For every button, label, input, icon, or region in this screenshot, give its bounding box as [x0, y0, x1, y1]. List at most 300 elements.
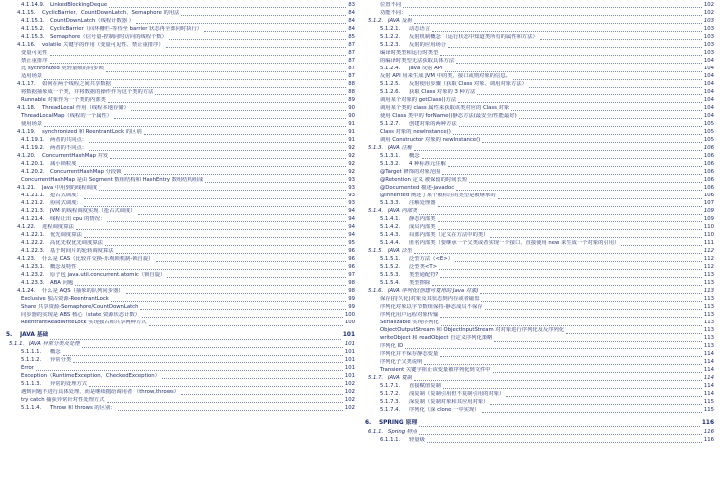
toc-page-number: 106	[703, 176, 714, 183]
toc-entry-number: 5.1.1.4.	[21, 404, 42, 411]
toc-leader-dots	[156, 261, 347, 262]
toc-column-right	[365, 2, 714, 495]
toc-entry[interactable]	[365, 34, 714, 42]
toc-leader-dots	[506, 396, 702, 397]
toc-entry-title: Exception（RuntimeException、CheckedException）	[21, 373, 160, 380]
toc-entry[interactable]	[365, 208, 714, 216]
toc-leader-dots	[99, 190, 346, 191]
toc-entry-number: 5.1.2.4.	[380, 65, 401, 72]
toc-entry[interactable]	[6, 97, 355, 105]
toc-page-number: 116	[703, 428, 714, 435]
toc-leader-dots	[181, 15, 346, 16]
toc-leader-dots	[126, 293, 347, 294]
toc-entry[interactable]	[365, 26, 714, 34]
toc-entry-number: 5.1.5.2.	[380, 263, 401, 270]
toc-leader-dots	[440, 317, 702, 318]
toc-entry[interactable]	[365, 42, 714, 50]
toc-entry[interactable]	[6, 216, 355, 224]
toc-entry[interactable]	[365, 224, 714, 232]
toc-entry[interactable]	[6, 200, 355, 208]
toc-entry[interactable]	[365, 81, 714, 89]
toc-page-number: 91	[348, 121, 355, 128]
toc-leader-dots	[84, 198, 346, 199]
toc-leader-dots	[181, 394, 343, 395]
toc-page-number: 116	[703, 436, 714, 443]
toc-entry-title: JAVA 基础	[20, 332, 49, 339]
toc-entry-title: JAVA 序列化(创建可复用的 Java 对象)	[388, 287, 479, 294]
toc-page-number: 112	[703, 248, 714, 255]
toc-page-number: 113	[703, 311, 714, 318]
toc-page-number: 105	[703, 129, 714, 135]
toc-leader-dots	[106, 71, 347, 72]
toc-entry[interactable]	[6, 405, 355, 413]
toc-entry-title: JAVA 泛型	[388, 248, 413, 255]
toc-entry-title: 位置不同	[380, 2, 402, 8]
toc-page-number: 103	[703, 25, 714, 32]
toc-entry-title: Java 反射 API	[409, 65, 443, 72]
toc-page-number: 104	[703, 105, 714, 112]
toc-page-number: 112	[703, 263, 714, 270]
toc-page-number: 101	[344, 349, 355, 356]
toc-entry-title: ConcurrentHashMap 分段锁	[50, 168, 122, 175]
toc-entry[interactable]	[6, 113, 355, 121]
toc-page-number: 84	[348, 25, 355, 32]
toc-entry[interactable]	[6, 145, 355, 153]
toc-entry[interactable]	[6, 208, 355, 216]
toc-entry[interactable]	[365, 73, 714, 81]
toc-entry[interactable]	[6, 50, 355, 58]
toc-page-number: 102	[703, 2, 714, 8]
toc-entry[interactable]	[365, 121, 714, 129]
toc-entry[interactable]	[365, 399, 714, 407]
toc-entry[interactable]	[6, 193, 355, 201]
toc-entry-title: 高优先权优先调度算法	[50, 240, 103, 247]
toc-leader-dots	[440, 356, 702, 357]
toc-entry-title: 协同式调度：	[50, 200, 82, 207]
toc-entry-number: 4.1.19.1.	[21, 136, 45, 143]
toc-entry[interactable]	[365, 351, 714, 359]
toc-page-number: 113	[703, 303, 714, 310]
toc-entry[interactable]	[365, 145, 714, 153]
toc-entry[interactable]	[6, 330, 355, 341]
toc-entry-title: 创建对象的两种方法	[409, 121, 457, 128]
toc-page-number: 110	[703, 232, 714, 239]
toc-page-number: 90	[348, 105, 355, 112]
toc-leader-dots	[485, 309, 702, 310]
toc-page-number: 103	[703, 33, 714, 40]
toc-entry[interactable]	[6, 397, 355, 405]
toc-leader-dots	[63, 355, 343, 356]
toc-entry[interactable]	[365, 304, 714, 312]
toc-entry[interactable]	[365, 97, 714, 105]
toc-entry[interactable]	[365, 50, 714, 58]
toc-entry[interactable]	[365, 343, 714, 351]
toc-entry[interactable]	[6, 312, 355, 320]
toc-leader-dots	[409, 15, 702, 16]
toc-leader-dots	[73, 362, 343, 363]
toc-entry[interactable]	[6, 89, 355, 97]
toc-page-number: 92	[348, 152, 355, 159]
toc-entry[interactable]	[365, 312, 714, 320]
toc-leader-dots	[113, 87, 346, 88]
toc-page-number: 105	[703, 136, 714, 143]
toc-entry[interactable]	[6, 169, 355, 177]
toc-entry-title: 概念及特性	[50, 263, 77, 270]
toc-entry[interactable]	[6, 256, 355, 264]
toc-entry[interactable]	[365, 280, 714, 288]
toc-entry-title: @Documented 描述-javadoc	[380, 184, 455, 191]
toc-entry[interactable]	[6, 18, 355, 26]
toc-entry-title: 使用 Class 类中的 forName()静态方法(最安全/性能最好)	[380, 113, 517, 120]
toc-entry[interactable]	[6, 320, 355, 328]
toc-entry[interactable]	[365, 264, 714, 272]
toc-entry-title: 调用 Constructor 对象的 newInstance()	[380, 136, 481, 143]
toc-entry-title: 匿名内部类（要继承一个父类或者实现一个接口、直接使用 new 来生成一个对象的引用）	[409, 240, 620, 247]
toc-entry-title: 获取 Class 对象的 3 种方法	[409, 89, 476, 96]
toc-entry-title: 序列化用户远程对象传输	[380, 311, 439, 318]
toc-entry[interactable]	[6, 357, 355, 365]
toc-entry[interactable]	[365, 161, 714, 169]
toc-page-number: 91	[348, 129, 355, 135]
toc-page-number: 104	[703, 65, 714, 72]
toc-leader-dots	[621, 245, 702, 246]
toc-entry[interactable]	[6, 66, 355, 74]
toc-entry[interactable]	[6, 232, 355, 240]
toc-leader-dots	[448, 47, 702, 48]
toc-leader-dots	[494, 341, 701, 342]
toc-entry[interactable]	[6, 341, 355, 349]
toc-leader-dots	[149, 325, 343, 326]
toc-leader-dots	[519, 118, 702, 119]
toc-leader-dots	[136, 23, 346, 24]
toc-entry[interactable]	[365, 248, 714, 256]
toc-page-number: 101	[344, 341, 355, 348]
toc-entry-title: Class 对象的 newInstance()	[380, 129, 451, 135]
toc-entry[interactable]	[6, 272, 355, 280]
toc-leader-dots	[445, 71, 702, 72]
toc-page-number: 104	[703, 73, 714, 80]
toc-entry[interactable]	[6, 280, 355, 288]
toc-entry[interactable]	[365, 18, 714, 26]
toc-page-number: 113	[703, 295, 714, 302]
toc-leader-dots	[439, 269, 702, 270]
toc-entry-number: 4.1.21.1.	[21, 192, 45, 199]
toc-entry-title: JAVA 复制	[388, 375, 413, 382]
toc-leader-dots	[440, 55, 702, 56]
toc-entry-title: 如何在两个线程之间共享数据	[42, 81, 111, 88]
toc-page-number: 94	[348, 224, 355, 231]
toc-entry-title: 比 sychronized 更轻量级的同步锁	[21, 65, 104, 72]
toc-page-number: 101	[344, 365, 355, 372]
toc-leader-dots	[205, 182, 346, 183]
toc-entry[interactable]	[365, 200, 714, 208]
toc-page-number: 94	[348, 216, 355, 223]
toc-entry[interactable]	[365, 10, 714, 18]
toc-entry-number: 4.1.15.1.	[21, 17, 45, 24]
toc-page-number: 103	[703, 49, 714, 56]
toc-page-number: 100	[344, 319, 355, 326]
toc-entry-number: 4.1.21.3.	[21, 208, 45, 215]
toc-page-number: 93	[348, 200, 355, 207]
toc-entry-number: 6.1.1.1.	[380, 436, 401, 443]
toc-entry-title: JVM 的线程调度实现（抢占式调度）	[50, 208, 136, 215]
toc-entry[interactable]	[365, 185, 714, 193]
toc-entry-title: ABA 问题	[50, 279, 74, 286]
toc-entry[interactable]	[6, 248, 355, 256]
toc-entry[interactable]	[6, 26, 355, 34]
toc-leader-dots	[155, 94, 346, 95]
toc-entry-number: 6.	[365, 419, 372, 426]
toc-entry[interactable]	[365, 335, 714, 343]
toc-entry-number: 5.1.4.1.	[380, 216, 401, 223]
toc-leader-dots	[166, 47, 347, 48]
toc-leader-dots	[424, 364, 701, 365]
toc-entry[interactable]	[6, 373, 355, 381]
toc-entry-title: 4 种标准元注解	[409, 160, 446, 167]
toc-leader-dots	[456, 63, 702, 64]
toc-leader-dots	[89, 386, 343, 387]
toc-entry[interactable]	[365, 89, 714, 97]
toc-leader-dots	[440, 277, 702, 278]
toc-page-number: 84	[348, 17, 355, 24]
toc-entry-title: 什么是 CAS（比较并交换-乐观锁机制-锁自旋）	[42, 256, 154, 262]
toc-leader-dots	[111, 301, 346, 302]
toc-entry-number: 5.1.3.3.	[380, 200, 401, 207]
toc-page-number: 88	[348, 89, 355, 96]
toc-leader-dots	[89, 142, 346, 143]
toc-page-number: 116	[701, 419, 714, 426]
toc-entry[interactable]	[6, 105, 355, 113]
toc-entry[interactable]	[6, 177, 355, 185]
toc-entry[interactable]	[6, 365, 355, 373]
toc-entry[interactable]	[6, 185, 355, 193]
toc-leader-dots	[481, 301, 701, 302]
toc-entry-title: SPRING 原理	[379, 419, 418, 426]
toc-page-number: 113	[703, 287, 714, 294]
toc-entry[interactable]	[6, 264, 355, 272]
toc-entry[interactable]	[365, 429, 714, 437]
toc-entry-number: 5.1.6.	[368, 287, 384, 294]
toc-leader-dots	[414, 380, 702, 381]
toc-leader-dots	[456, 190, 702, 191]
toc-entry-number: 4.1.23.3.	[21, 279, 45, 286]
toc-entry[interactable]	[365, 288, 714, 296]
toc-page-number: 99	[348, 303, 355, 310]
toc-entry-number: 4.1.19.2.	[21, 144, 45, 151]
toc-leader-dots	[84, 206, 346, 207]
toc-entry[interactable]	[6, 153, 355, 161]
toc-entry-title: ThreadLocal 作用（线程本地存储）	[42, 105, 129, 112]
toc-page-number: 101	[344, 357, 355, 364]
toc-entry-number: 4.1.22.3.	[21, 248, 45, 255]
toc-leader-dots	[566, 333, 702, 334]
toc-page-number: 87	[348, 41, 355, 48]
toc-page-number: 95	[348, 240, 355, 247]
toc-entry-number: 4.1.18.	[17, 105, 36, 112]
toc-entry[interactable]	[365, 137, 714, 145]
toc-entry-number: 4.1.22.1.	[21, 232, 45, 239]
toc-entry-title: 动态语言	[409, 25, 431, 32]
toc-page-number: 89	[348, 97, 355, 104]
toc-entry[interactable]	[365, 169, 714, 177]
toc-entry[interactable]	[365, 58, 714, 66]
toc-entry[interactable]	[6, 240, 355, 248]
toc-entry-title: 异常的处理方式	[50, 381, 88, 388]
toc-leader-dots	[114, 118, 346, 119]
toc-entry[interactable]	[365, 177, 714, 185]
toc-entry[interactable]	[6, 81, 355, 89]
toc-entry[interactable]	[365, 375, 714, 383]
toc-page-number: 104	[703, 89, 714, 96]
toc-page-number: 98	[348, 287, 355, 294]
toc-entry-number: 5.1.3.2.	[380, 160, 401, 167]
toc-entry-title: ObjectOutputStream 和 ObjectInputStream 对对象进行序列化及反序列化	[380, 327, 565, 334]
toc-entry[interactable]	[6, 161, 355, 169]
toc-entry-title: JAVA 反射	[388, 17, 413, 24]
toc-page-number: 114	[703, 351, 714, 358]
toc-entry-title: 直接赋值复制	[409, 383, 441, 389]
toc-entry[interactable]	[365, 296, 714, 304]
toc-entry[interactable]	[365, 383, 714, 391]
toc-entry-title: 减小锁粒度	[50, 160, 77, 167]
toc-leader-dots	[419, 426, 700, 427]
toc-entry[interactable]	[365, 407, 714, 415]
toc-entry-number: 4.1.15.	[17, 9, 36, 16]
toc-leader-dots	[118, 410, 343, 411]
toc-entry-title: Transient 关键字阻止该变量被序列化到文件中	[380, 367, 491, 374]
toc-leader-dots	[76, 229, 346, 230]
toc-leader-dots	[75, 285, 346, 286]
toc-entry[interactable]	[6, 288, 355, 296]
toc-page-number: 114	[703, 375, 714, 382]
toc-page-number: 115	[703, 406, 714, 413]
toc-entry[interactable]	[6, 296, 355, 304]
toc-entry[interactable]	[6, 73, 355, 81]
toc-leader-dots	[422, 158, 702, 159]
toc-entry-number: 5.1.4.4.	[380, 240, 401, 247]
toc-entry[interactable]	[6, 10, 355, 18]
toc-entry[interactable]	[365, 240, 714, 248]
toc-entry[interactable]	[365, 2, 714, 10]
toc-entry[interactable]	[6, 137, 355, 145]
toc-entry[interactable]	[6, 121, 355, 129]
toc-entry-number: 5.1.2.6.	[380, 89, 401, 96]
toc-entry[interactable]	[6, 304, 355, 312]
toc-entry-title: 类型通配符?	[409, 271, 439, 278]
toc-entry-number: 5.1.4.	[368, 208, 384, 215]
toc-entry[interactable]	[365, 129, 714, 137]
toc-entry[interactable]	[365, 193, 714, 201]
toc-entry-title: ConcurrentHashMap 并发	[42, 152, 109, 159]
toc-page-number: 96	[348, 256, 355, 262]
toc-entry[interactable]	[6, 2, 355, 10]
toc-entry[interactable]	[365, 105, 714, 113]
toc-page-number: 94	[348, 232, 355, 239]
toc-page-number: 113	[703, 279, 714, 286]
toc-page-number: 105	[703, 121, 714, 128]
toc-entry-title: 序列化（深 clone 一中实现）	[409, 406, 480, 413]
toc-entry[interactable]	[365, 437, 714, 445]
toc-entry-title: CountDownLatch（线程计数器 ）	[50, 17, 135, 24]
toc-entry[interactable]	[365, 359, 714, 367]
toc-entry[interactable]	[365, 327, 714, 335]
toc-page-number: 104	[703, 113, 714, 120]
toc-entry[interactable]	[6, 129, 355, 137]
toc-entry-title: 反射机制概念 （运行状态中知道类所有的属性和方法）	[409, 33, 538, 40]
toc-entry-title: ThreadLocalMap（线程的一个属性）	[21, 113, 113, 120]
toc-entry-title: ReentrantReadWriteLock 实现独占和共享两种方式	[21, 319, 147, 326]
toc-entry-title: CyclicBarrier、CountDownLatch、Semaphore 的用法	[42, 9, 180, 16]
toc-entry[interactable]	[365, 256, 714, 264]
toc-entry[interactable]	[365, 113, 714, 121]
toc-entry[interactable]	[365, 232, 714, 240]
toc-entry-number: 4.1.23.	[17, 256, 36, 262]
toc-leader-dots	[403, 7, 702, 8]
toc-entry-number: 5.1.7.	[368, 375, 384, 382]
toc-leader-dots	[167, 277, 346, 278]
toc-leader-dots	[36, 370, 343, 371]
toc-entry[interactable]	[365, 272, 714, 280]
toc-page-number: 102	[344, 389, 355, 396]
toc-entry-number: 5.1.2.5.	[380, 81, 401, 88]
toc-leader-dots	[419, 214, 701, 215]
toc-entry[interactable]	[365, 153, 714, 161]
toc-entry[interactable]	[6, 58, 355, 66]
toc-entry-title: 两者的不同点：	[50, 144, 88, 151]
toc-page-number: 109	[703, 216, 714, 223]
toc-entry[interactable]	[365, 391, 714, 399]
toc-entry-title: 注解处理器	[409, 200, 436, 207]
toc-leader-dots	[138, 214, 347, 215]
toc-entry-number: 4.1.14.9.	[21, 2, 45, 8]
toc-column-left	[6, 2, 355, 495]
toc-entry-title: 保存(持久化)对象及其状态到内存或者磁盘	[380, 295, 480, 302]
toc-leader-dots	[414, 23, 702, 24]
toc-leader-dots	[438, 206, 702, 207]
toc-leader-dots	[82, 347, 343, 348]
toc-entry[interactable]	[365, 216, 714, 224]
toc-entry[interactable]	[365, 66, 714, 74]
toc-page-number: 114	[703, 383, 714, 389]
toc-entry[interactable]	[6, 389, 355, 397]
toc-entry[interactable]	[6, 224, 355, 232]
toc-leader-dots	[432, 31, 702, 32]
toc-entry-title: 序列化子父类说明	[380, 359, 423, 366]
toc-entry-title: 序列化并不保存静态变量	[380, 351, 439, 358]
toc-entry[interactable]	[6, 34, 355, 42]
toc-entry[interactable]	[6, 381, 355, 389]
toc-page-number: 103	[703, 41, 714, 48]
toc-entry[interactable]	[365, 418, 714, 429]
toc-entry[interactable]	[365, 367, 714, 375]
toc-leader-dots	[142, 317, 343, 318]
toc-entry-title: 变量可见性	[21, 49, 48, 56]
toc-page-number: 87	[348, 73, 355, 80]
toc-entry[interactable]	[6, 349, 355, 357]
toc-leader-dots	[169, 39, 346, 40]
toc-entry-title: ConcurrentHashMap 是由 Segment 数组结构和 HashEntry 数组结构组成	[21, 176, 204, 183]
toc-entry-number: 4.1.20.2.	[21, 168, 45, 175]
toc-leader-dots	[438, 221, 702, 222]
toc-entry-title: @Target 修饰的对象范围	[380, 168, 441, 175]
toc-entry-title: 序列化对象以字节数组保持-静态成员不保存	[380, 303, 483, 310]
toc-entry[interactable]	[6, 42, 355, 50]
toc-leader-dots	[405, 348, 702, 349]
toc-entry[interactable]	[365, 320, 714, 328]
toc-page-number: 88	[348, 81, 355, 88]
toc-leader-dots	[529, 87, 702, 88]
toc-leader-dots	[131, 110, 346, 111]
